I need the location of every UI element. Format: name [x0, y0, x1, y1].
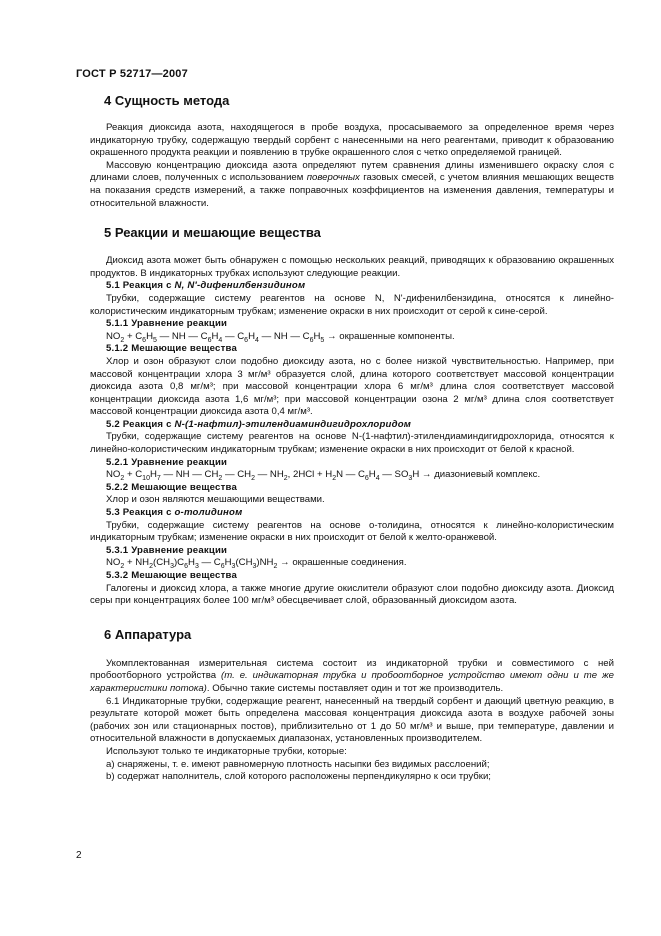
equation-5-2-1-product: диазониевый комплекс. — [434, 469, 541, 481]
subsection-5-2-reagent: N-(1-нафтил)-этилендиаминдигидрохлоридом — [174, 418, 412, 430]
document-header: ГОСТ Р 52717—2007 — [76, 68, 188, 80]
section-4-paragraph-2 — [90, 160, 614, 210]
subsection-5-1-1-title: 5.1.1 Уравнение реакции — [106, 318, 228, 330]
list-item-a: a) снаряжены, т. е. имеют равномерную плотность насыпки без видимых расслоений; — [106, 758, 490, 770]
subsection-5-1-2-title: 5.1.2 Мешающие вещества — [106, 343, 238, 355]
subsection-5-1-reagent: N, N'-дифенилбензидином — [174, 280, 306, 292]
document-body — [90, 92, 614, 784]
section-5-intro: Диоксид азота может быть обнаружен с помощью нескольких реакций, приводящих к образованию окрашенных продуктов. В индикаторных трубках используют следующие реакции. — [90, 255, 614, 279]
subsection-5-3-1-title: 5.3.1 Уравнение реакции — [106, 544, 228, 556]
s6-p1-italic: (т. е. индикаторная трубка и пробоотборное устройство имеют одни и те же характеристики потока) — [90, 670, 614, 694]
s4-p2-italic: поверочных — [306, 172, 360, 184]
subsection-5-1-2-text: Хлор и озон образуют слои подобно диоксиду азота, но с более низкой чувствительностью. Например, при массовой концентрации хлора 3 мг/м³ образуется слой, длина которого соответствует массовой концентрации диоксида азота 0,8 мг/м³; при массовой концентрации хлора 6 мг/м³ длина слоя соответствует массовой концентрации диоксида азота 1,6 мг/м³; при массовой концентрации озона 2 мг/м³ длина слоя соответствует массовой концентрации диоксида азота 0,4 мг/м³. — [90, 355, 614, 418]
equation-5-1-1: $NO_2 + C_6H_5$ — NH — $C_6H_4$ — $C_6H_4$ — NH — $C_6H_5$ → окрашенные компоненты. — [106, 330, 455, 344]
section-6-title: 6 Аппаратура — [104, 626, 192, 642]
equation-5-3-1: $NO_2 + NH_2(CH_3)C_6H_3$ — $C_6H_3(CH_3)NH_2$ → окрашенные соединения. — [106, 557, 407, 571]
equation-5-3-1-product: окрашенные соединения. — [292, 557, 407, 569]
s4-p2-text-c: газовых смесей, с учетом влияния мешающих веществ на показания средств измерений, а также поправочных коэффициентов на изменения давления, температуры и относительной влажности. — [90, 172, 614, 209]
subsection-5-2-title — [90, 419, 614, 432]
subsection-5-1-lead: 5.1 Реакция с — [106, 280, 175, 292]
section-5-title: 5 Реакции и мешающие вещества — [104, 225, 321, 241]
section-4-paragraph-1: Реакция диоксида азота, находящегося в пробе воздуха, просасываемого за определенное время через индикаторную трубку, содержащую твердый сорбент с нанесенными на него реагентами, приводит к образованию окрашенного продукта реакции и появлению в трубке окрашенного слоя с четко определяемой границей. — [90, 122, 614, 159]
section-4-title: 4 Сущность метода — [104, 93, 230, 108]
subsection-5-1-text: Трубки, содержащие систему реагентов на основе N, N'-дифенилбензидина, относятся к линейно-колористическим индикаторным трубкам; изменение окраски в них происходит от серой к сине-серой. — [90, 292, 614, 317]
page-number: 2 — [76, 850, 82, 861]
subsection-5-3-lead: 5.3 Реакция с — [106, 507, 175, 519]
subsection-5-2-lead: 5.2 Реакция с — [106, 418, 175, 430]
subsection-5-3-reagent: о-толидином — [174, 507, 243, 519]
equation-5-2-1: $NO_2 + C_{10}H_7$ — NH — $CH_2$ — $CH_2$ — $NH_2$, $2HCl + H_2N$ — $C_6H_4$ — $SO_3H$ → диазониевый комплекс. — [106, 469, 541, 483]
subsection-5-2-2-title: 5.2.2 Мешающие вещества — [106, 481, 238, 493]
list-item-b: b) содержат наполнитель, слой которого расположены перпендикулярно к оси трубки; — [106, 771, 491, 783]
equation-5-1-1-product: окрашенные компоненты. — [339, 330, 455, 342]
subsection-5-3-2-title: 5.3.2 Мешающие вещества — [106, 570, 238, 581]
subsection-5-3-2-text: Галогены и диоксид хлора, а также многие другие окислители образуют слои подобно диоксиду азота. Диоксид серы при концентрациях более 100 мг/м³ обесцвечивает слой, образованный диоксидом азота. — [90, 582, 614, 607]
subsection-5-3-text: Трубки, содержащие систему реагентов на основе о-толидина, относятся к линейно-колористическим индикаторным трубкам; изменение окраски в них происходит от белой к желто-оранжевой. — [90, 519, 614, 544]
section-6-paragraph-3: Используют только те индикаторные трубки, которые: — [106, 745, 347, 757]
section-6-paragraph-2: 6.1 Индикаторные трубки, содержащие реагент, нанесенный на твердый сорбент и дающий цветную реакцию, в результате которой может быть определена массовая концентрация диоксида азота в воздухе рабочей зоны (рабочих зон или стационарных постов), приблизительно от 1 до 50 мг/м³ и выше, при температуре, давлении и относительной влажности в допускаемых диапазонах, установленных производителем. — [90, 695, 614, 745]
subsection-5-3-title — [90, 507, 614, 520]
subsection-5-2-1-title: 5.2.1 Уравнение реакции — [106, 456, 228, 468]
subsection-5-2-text: Трубки, содержащие систему реагентов на основе N-(1-нафтил)-этилендиаминдигидрохлорида, относятся к линейно-колористическим индикаторным трубкам; изменение окраски в них происходит от белой к красной. — [90, 431, 614, 456]
s6-p1-text-c: . Обычно такие системы поставляет один и тот же производитель. — [206, 682, 504, 694]
subsection-5-1-title — [90, 280, 614, 293]
section-6-paragraph-1 — [90, 658, 614, 696]
s4-p2-text-a: Массовую концентрацию диоксида азота определяют путем сравнения длины изменившего окраску слоя с длинами слоев, полученных с использованием — [90, 159, 614, 184]
subsection-5-2-2-text: Хлор и озон являются мешающими веществами. — [106, 494, 325, 506]
s6-p1-text-a: Укомплектованная измерительная система состоит из индикаторной трубки и совместимого с ней пробоотборного устройства — [90, 657, 614, 682]
